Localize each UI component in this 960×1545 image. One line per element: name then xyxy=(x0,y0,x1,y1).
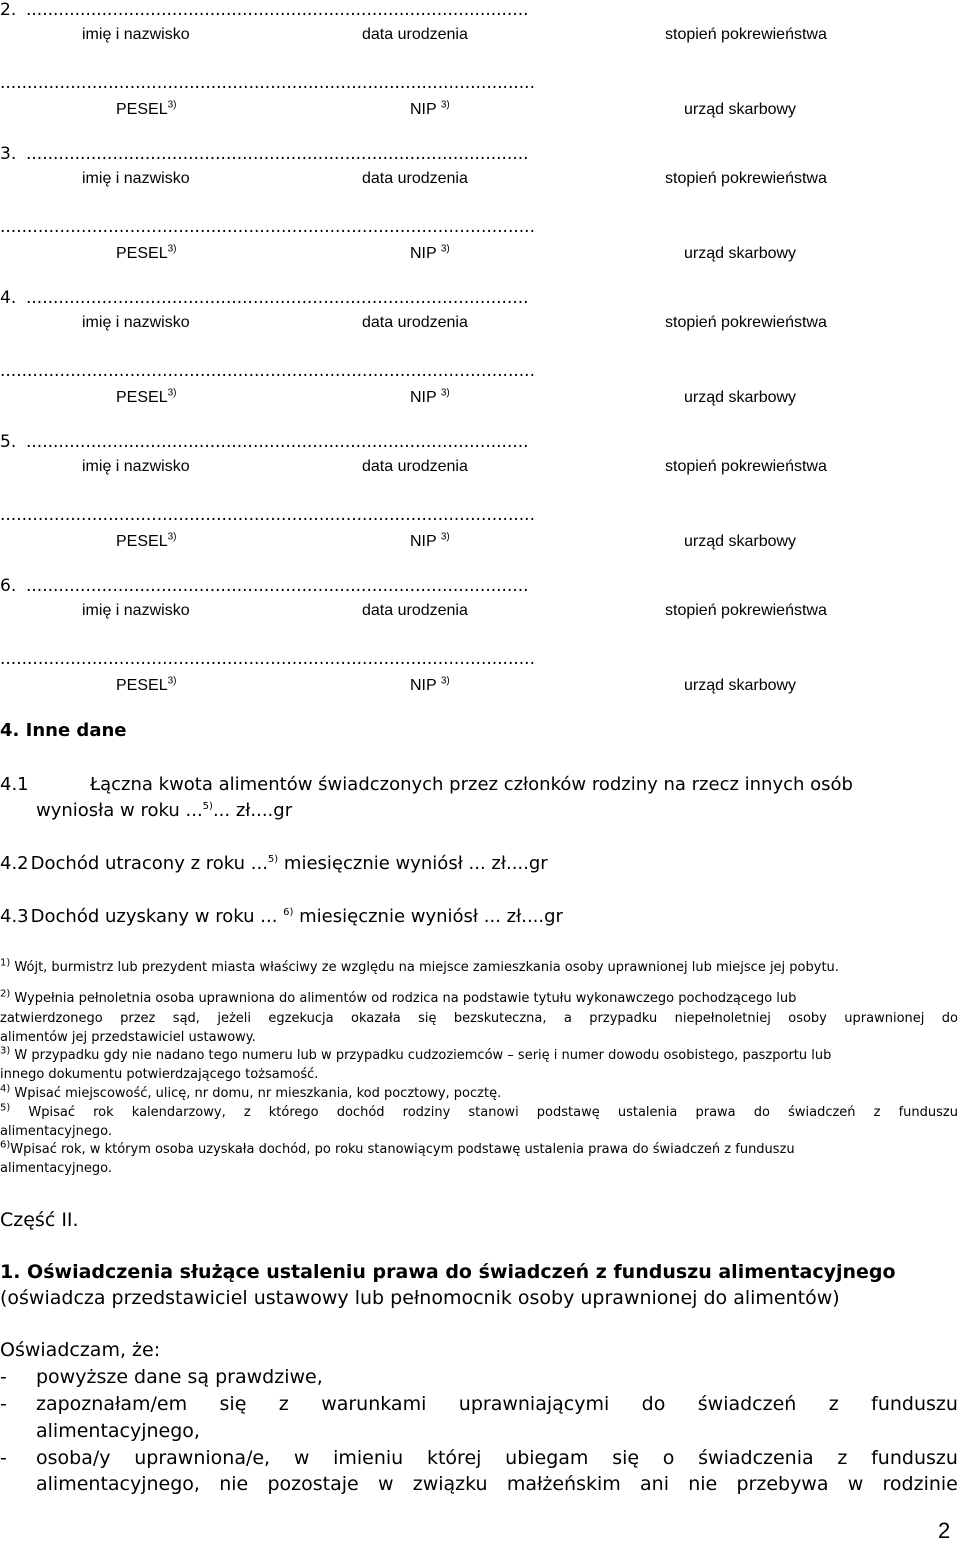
bullet-dash: - xyxy=(0,1447,7,1469)
relation-label: stopień pokrewieństwa xyxy=(665,602,827,619)
bullet-3-line2-word: nie xyxy=(219,1473,249,1495)
name-label: imię i nazwisko xyxy=(82,602,190,619)
name-label: imię i nazwisko xyxy=(82,458,190,475)
footnote-ref: 3) xyxy=(167,99,177,111)
person-dotted-line-1: ............................................................................................. xyxy=(26,432,529,452)
footnote-2-line2: zatwierdzonego przez sąd, jeżeli egzekucja okazała się bezskuteczna, a przypadku niepełnoletniej osoby uprawnionej do xyxy=(0,1011,958,1026)
birth-label: data urodzenia xyxy=(362,26,468,43)
person-dotted-line-1: ............................................................................................. xyxy=(26,288,529,308)
footnote-3-line2: innego dokumentu potwierdzającego tożsamość. xyxy=(0,1067,319,1082)
bullet-2-line2: alimentacyjnego, xyxy=(36,1420,200,1442)
nip-text: NIP xyxy=(410,389,437,406)
pesel-text: PESEL xyxy=(116,101,168,118)
part-heading: 1. Oświadczenia służące ustaleniu prawa do świadczeń z funduszu alimentacyjnego xyxy=(0,1261,896,1283)
footnote-text: Wpisać rok kalendarzowy, z którego dochód rodziny stanowi podstawę ustalenia prawa do świadczeń z funduszu xyxy=(28,1105,958,1120)
declare-label: Oświadczam, że: xyxy=(0,1339,161,1361)
name-label: imię i nazwisko xyxy=(82,314,190,331)
person-number: 5. xyxy=(0,432,17,452)
person-number: 3. xyxy=(0,144,17,164)
item-4-3 xyxy=(0,906,563,927)
bullet-2-word: się xyxy=(219,1393,247,1415)
item-4-3-amount: miesięcznie wyniósł ... zł....gr xyxy=(293,906,563,927)
footnote-4 xyxy=(0,1084,501,1103)
footnote-marker: 6) xyxy=(0,1139,11,1151)
person-dotted-line-2: ................................................................................................... xyxy=(0,505,535,525)
footnote-marker: 3) xyxy=(0,1045,11,1057)
nip-text: NIP xyxy=(410,101,437,118)
person-dotted-line-2: ................................................................................................... xyxy=(0,217,535,237)
bullet-2-word: świadczeń xyxy=(697,1393,797,1415)
bullet-3-word: o xyxy=(662,1447,675,1469)
bullet-3-line2-word: związku xyxy=(412,1473,488,1495)
item-4-1-amount: ... zł....gr xyxy=(212,800,293,821)
footnote-ref: 3) xyxy=(167,243,177,255)
person-dotted-line-1: ............................................................................................. xyxy=(26,0,529,20)
nip-text: NIP xyxy=(410,533,437,550)
footnote-ref: 3) xyxy=(440,99,450,111)
nip-label xyxy=(410,677,450,695)
pesel-text: PESEL xyxy=(116,533,168,550)
bullet-1: powyższe dane są prawdziwe, xyxy=(36,1366,323,1388)
bullet-3-word: w xyxy=(293,1447,310,1469)
item-4-1-number: 4.1 xyxy=(0,774,29,795)
pesel-text: PESEL xyxy=(116,677,168,694)
item-4-1-year: wyniosła w roku ... xyxy=(36,800,203,821)
pesel-label xyxy=(116,101,177,119)
relation-label: stopień pokrewieństwa xyxy=(665,26,827,43)
part-subheading: (oświadcza przedstawiciel ustawowy lub pełnomocnik osoby uprawnionej do alimentów) xyxy=(0,1287,840,1309)
footnote-ref: 3) xyxy=(167,531,177,543)
bullet-3-word: ubiegam xyxy=(505,1447,589,1469)
footnote-ref: 6) xyxy=(283,907,294,918)
nip-label xyxy=(410,533,450,551)
item-4-1-line1 xyxy=(90,774,958,795)
person-dotted-line-2: ................................................................................................... xyxy=(0,73,535,93)
bullet-2-word: zapoznałam/em xyxy=(36,1393,188,1415)
footnote-6-line1 xyxy=(0,1140,795,1159)
pesel-text: PESEL xyxy=(116,245,168,262)
bullet-3-word: imieniu xyxy=(333,1447,404,1469)
bullet-3-word: się xyxy=(612,1447,640,1469)
bullet-3-line2-word: alimentacyjnego, xyxy=(36,1473,200,1495)
bullet-3-word: świadczenia xyxy=(698,1447,814,1469)
bullet-3-line2-word: pozostaje xyxy=(267,1473,359,1495)
relation-label: stopień pokrewieństwa xyxy=(665,458,827,475)
person-dotted-line-2: ................................................................................................... xyxy=(0,361,535,381)
footnote-2-line1 xyxy=(0,989,958,1008)
bullet-dash: - xyxy=(0,1366,7,1388)
bullet-3-line2-word: ani xyxy=(640,1473,669,1495)
footnote-ref: 3) xyxy=(440,675,450,687)
footnote-ref: 3) xyxy=(440,531,450,543)
person-dotted-line-2: ................................................................................................... xyxy=(0,649,535,669)
bullet-3-line2-word: w xyxy=(377,1473,394,1495)
bullet-3-line2 xyxy=(36,1473,958,1495)
bullet-3-line2-word: nie xyxy=(688,1473,718,1495)
tax-office-label: urząd skarbowy xyxy=(684,677,797,694)
person-number: 2. xyxy=(0,0,17,20)
pesel-label xyxy=(116,245,177,263)
bullet-3-word: uprawniona/e, xyxy=(134,1447,271,1469)
pesel-label xyxy=(116,533,177,551)
name-label: imię i nazwisko xyxy=(82,26,190,43)
footnote-ref: 3) xyxy=(167,387,177,399)
tax-office-label: urząd skarbowy xyxy=(684,389,797,406)
part-title: Część II. xyxy=(0,1209,79,1231)
nip-text: NIP xyxy=(410,677,437,694)
person-dotted-line-1: ............................................................................................. xyxy=(26,576,529,596)
bullet-dash: - xyxy=(0,1393,7,1415)
item-4-2-number: 4.2 xyxy=(0,853,29,874)
footnote-2-line3: alimentów jej przedstawiciel ustawowy. xyxy=(0,1030,256,1045)
person-number: 4. xyxy=(0,288,17,308)
bullet-2-word: warunkami xyxy=(321,1393,427,1415)
footnote-marker: 5) xyxy=(0,1102,11,1114)
bullet-3-line2-word: przebywa xyxy=(736,1473,829,1495)
footnote-text: W przypadku gdy nie nadano tego numeru lub w przypadku cudzoziemców – serię i numer dowodu osobistego, paszportu lub xyxy=(14,1048,832,1063)
birth-label: data urodzenia xyxy=(362,458,468,475)
person-number: 6. xyxy=(0,576,17,596)
relation-label: stopień pokrewieństwa xyxy=(665,314,827,331)
item-4-2 xyxy=(0,853,548,874)
footnote-marker: 2) xyxy=(0,988,11,1000)
bullet-3-line2-word: w xyxy=(847,1473,864,1495)
bullet-3-word: funduszu xyxy=(871,1447,958,1469)
bullet-2-word: funduszu xyxy=(871,1393,958,1415)
footnote-text: Wypełnia pełnoletnia osoba uprawniona do alimentów od rodzica na podstawie tytułu wykonawczego pochodzącego lub xyxy=(14,991,797,1006)
bullet-2-line1 xyxy=(36,1393,958,1415)
tax-office-label: urząd skarbowy xyxy=(684,101,797,118)
footnote-ref: 3) xyxy=(440,243,450,255)
footnote-text: Wójt, burmistrz lub prezydent miasta właściwy ze względu na miejsce zamieszkania osoby uprawnionej lub miejsce jej pobytu. xyxy=(14,960,839,975)
pesel-text: PESEL xyxy=(116,389,168,406)
footnote-text: Wpisać miejscowość, ulicę, nr domu, nr mieszkania, kod pocztowy, pocztę. xyxy=(14,1086,502,1101)
footnote-ref: 3) xyxy=(167,675,177,687)
item-4-1-line2 xyxy=(36,800,292,821)
birth-label: data urodzenia xyxy=(362,170,468,187)
bullet-3-line1 xyxy=(36,1447,958,1469)
footnote-text: Wpisać rok, w którym osoba uzyskała dochód, po roku stanowiącym podstawę ustalenia prawa do świadczeń z funduszu xyxy=(10,1142,795,1157)
tax-office-label: urząd skarbowy xyxy=(684,533,797,550)
footnote-1 xyxy=(0,958,839,977)
footnote-3-line1 xyxy=(0,1046,958,1065)
bullet-2-word: uprawniającymi xyxy=(458,1393,610,1415)
relation-label: stopień pokrewieństwa xyxy=(665,170,827,187)
footnote-marker: 1) xyxy=(0,957,11,969)
item-4-3-number: 4.3 xyxy=(0,906,29,927)
nip-label xyxy=(410,389,450,407)
bullet-3-line2-word: małżeńskim xyxy=(506,1473,621,1495)
footnote-ref: 5) xyxy=(267,854,279,865)
section-title: 4. Inne dane xyxy=(0,720,127,741)
footnote-6-line2: alimentacyjnego. xyxy=(0,1161,112,1176)
pesel-label xyxy=(116,389,177,407)
item-4-1-text: Łączna kwota alimentów świadczonych przez członków rodziny na rzecz innych osób xyxy=(90,774,853,795)
bullet-3-word: z xyxy=(837,1447,848,1469)
item-4-3-text: Dochód uzyskany w roku ... xyxy=(30,906,278,927)
nip-text: NIP xyxy=(410,245,437,262)
item-4-2-amount: miesięcznie wyniósł ... zł....gr xyxy=(278,853,548,874)
nip-label xyxy=(410,245,450,263)
pesel-label xyxy=(116,677,177,695)
page-number: 2 xyxy=(938,1518,951,1543)
birth-label: data urodzenia xyxy=(362,602,468,619)
bullet-2-word: z xyxy=(828,1393,839,1415)
bullet-2-word: do xyxy=(641,1393,666,1415)
footnote-ref: 5) xyxy=(202,801,213,812)
bullet-3-line2-word: rodzinie xyxy=(882,1473,958,1495)
footnote-5-line2: alimentacyjnego. xyxy=(0,1124,112,1139)
name-label: imię i nazwisko xyxy=(82,170,190,187)
footnote-marker: 4) xyxy=(0,1083,11,1095)
item-4-2-text: Dochód utracony z roku ... xyxy=(30,853,268,874)
footnote-ref: 3) xyxy=(440,387,450,399)
person-dotted-line-1: ............................................................................................. xyxy=(26,144,529,164)
birth-label: data urodzenia xyxy=(362,314,468,331)
nip-label xyxy=(410,101,450,119)
bullet-2-word: z xyxy=(278,1393,289,1415)
bullet-3-word: której xyxy=(426,1447,482,1469)
bullet-3-word: osoba/y xyxy=(36,1447,111,1469)
footnote-5-line1 xyxy=(0,1103,958,1122)
tax-office-label: urząd skarbowy xyxy=(684,245,797,262)
